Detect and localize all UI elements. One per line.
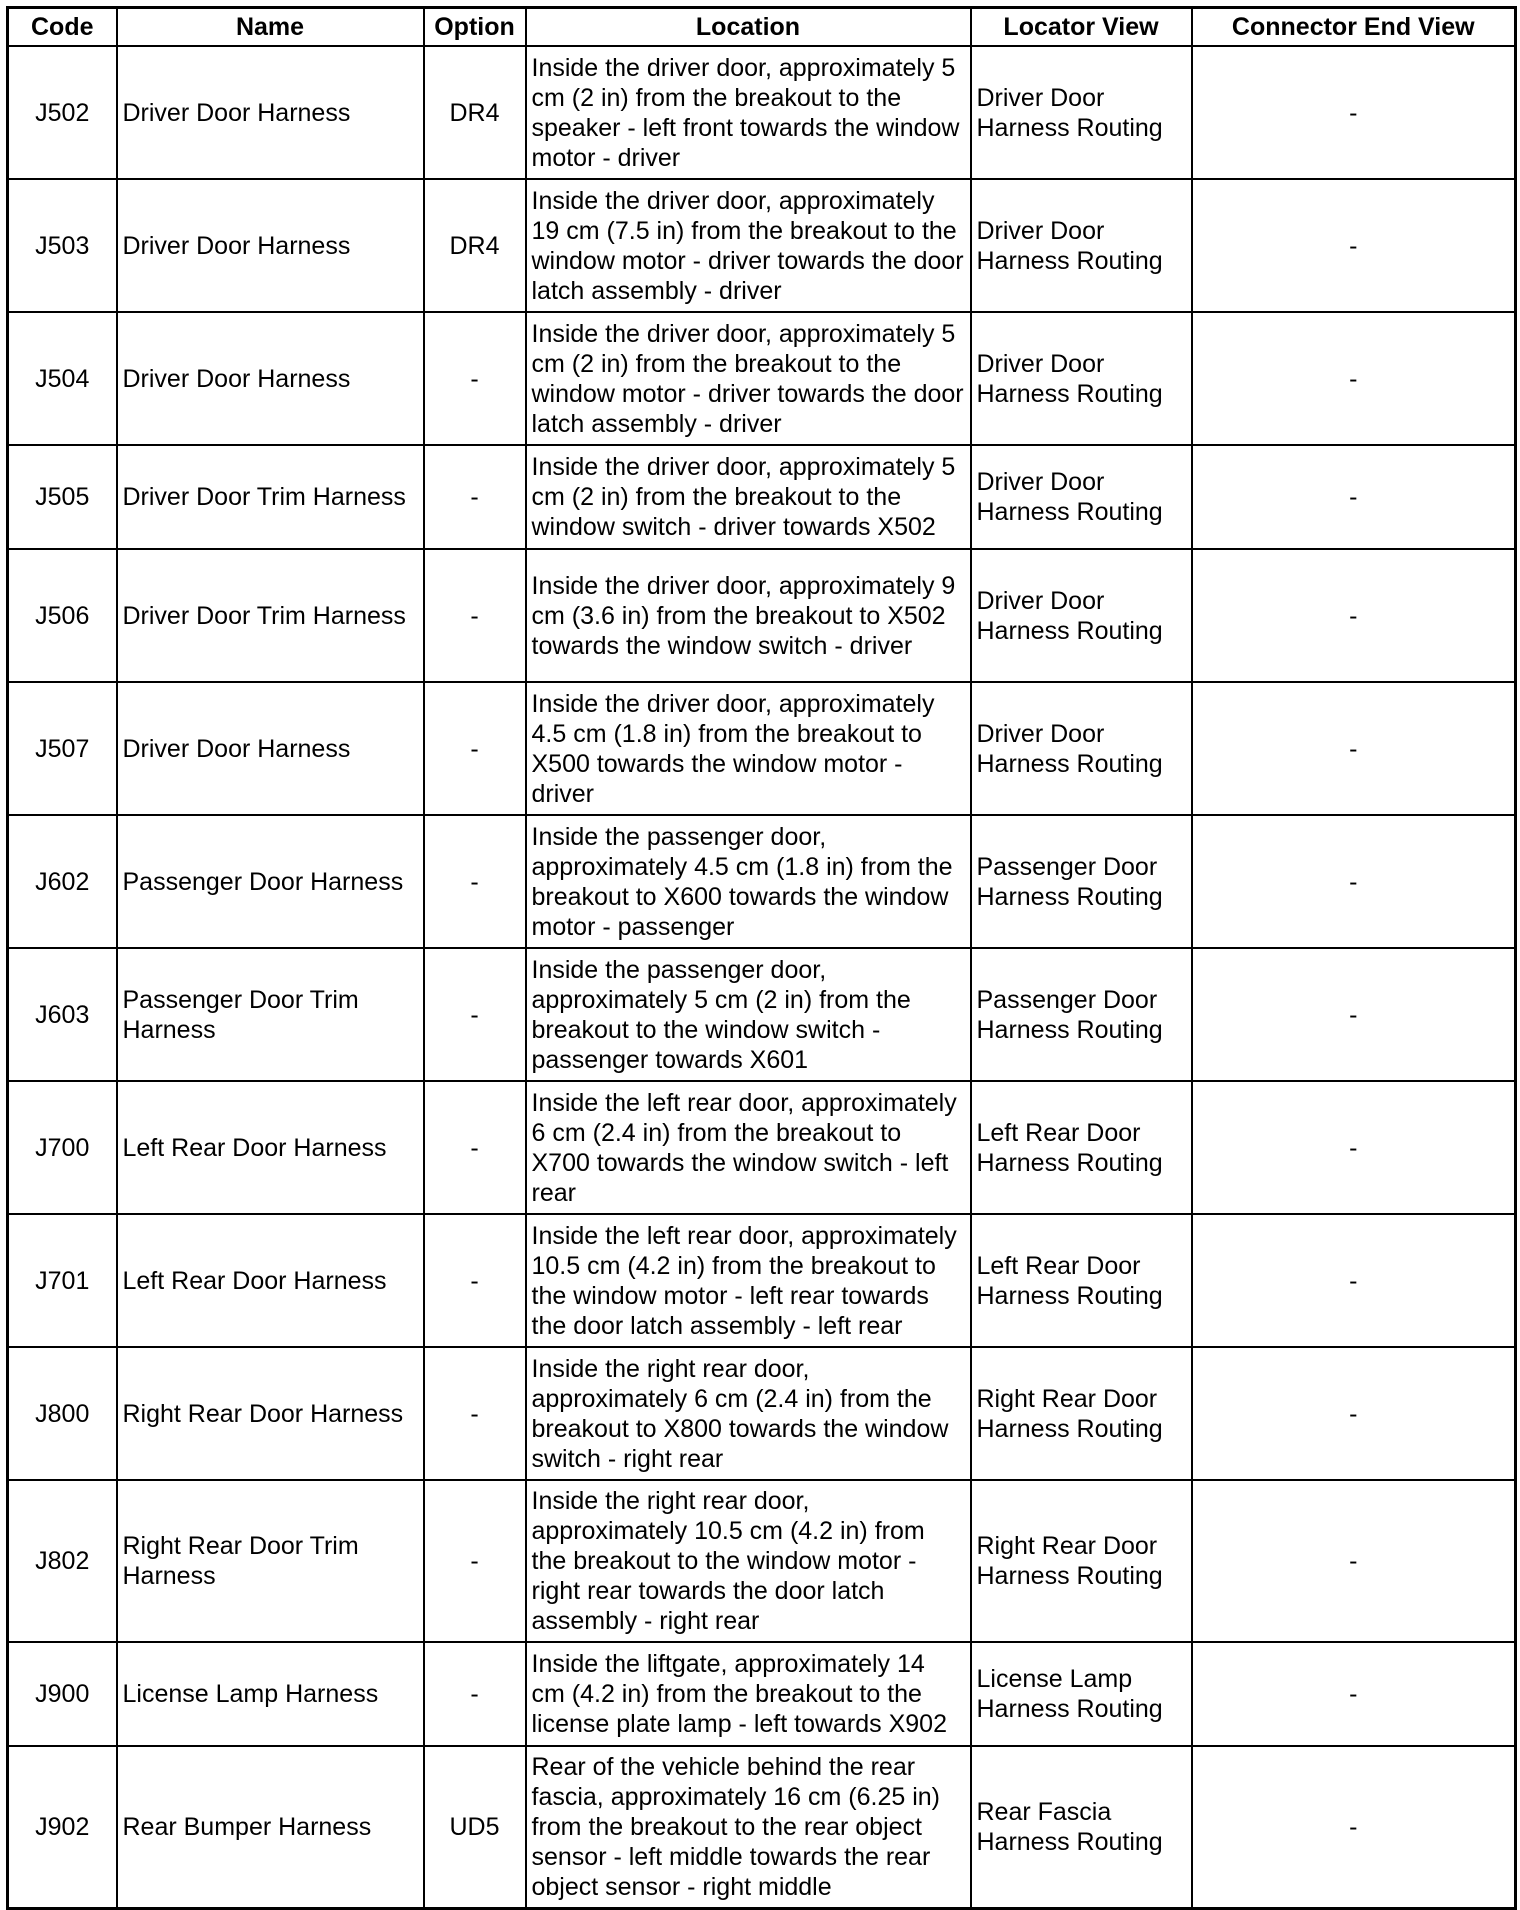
cell-locator-view: License Lamp Harness Routing: [971, 1642, 1192, 1746]
cell-name: Rear Bumper Harness: [117, 1746, 424, 1908]
cell-locator-view: Right Rear Door Harness Routing: [971, 1347, 1192, 1480]
cell-option: -: [424, 445, 526, 549]
cell-name: Driver Door Harness: [117, 179, 424, 312]
cell-location: Inside the right rear door, approximately 10.5 cm (4.2 in) from the breakout to the window motor - right rear towards the door latch assembly - right rear: [526, 1480, 971, 1642]
table-row: [8, 312, 1516, 445]
table-row: [8, 46, 1516, 179]
table-header-row: [8, 8, 1516, 47]
cell-option: -: [424, 312, 526, 445]
table-row: [8, 1347, 1516, 1480]
cell-code: J504: [8, 312, 117, 445]
cell-code: J900: [8, 1642, 117, 1746]
table-row: [8, 1214, 1516, 1347]
header-option: Option: [424, 8, 526, 47]
cell-option: -: [424, 1347, 526, 1480]
cell-connector-end-view: -: [1192, 445, 1516, 549]
cell-option: -: [424, 1214, 526, 1347]
cell-code: J802: [8, 1480, 117, 1642]
cell-location: Inside the passenger door, approximately 4.5 cm (1.8 in) from the breakout to X600 towards the window motor - passenger: [526, 815, 971, 948]
splice-pack-table: [6, 6, 1517, 1910]
table-row: [8, 682, 1516, 815]
cell-option: -: [424, 948, 526, 1081]
table-row: [8, 445, 1516, 549]
cell-name: License Lamp Harness: [117, 1642, 424, 1746]
header-locator-view: Locator View: [971, 8, 1192, 47]
header-code: Code: [8, 8, 117, 47]
cell-location: Inside the driver door, approximately 5 cm (2 in) from the breakout to the window motor - driver towards the door latch assembly - driver: [526, 312, 971, 445]
cell-name: Driver Door Trim Harness: [117, 549, 424, 682]
cell-connector-end-view: -: [1192, 682, 1516, 815]
cell-code: J701: [8, 1214, 117, 1347]
table-row: [8, 1081, 1516, 1214]
header-location: Location: [526, 8, 971, 47]
cell-locator-view: Driver Door Harness Routing: [971, 682, 1192, 815]
cell-option: -: [424, 549, 526, 682]
cell-connector-end-view: -: [1192, 1214, 1516, 1347]
table-row: [8, 549, 1516, 682]
header-connector-end-view: Connector End View: [1192, 8, 1516, 47]
cell-code: J506: [8, 549, 117, 682]
cell-option: -: [424, 815, 526, 948]
cell-code: J603: [8, 948, 117, 1081]
table-row: [8, 1642, 1516, 1746]
table-row: [8, 815, 1516, 948]
cell-option: -: [424, 1480, 526, 1642]
cell-option: DR4: [424, 46, 526, 179]
cell-locator-view: Passenger Door Harness Routing: [971, 948, 1192, 1081]
table-row: [8, 948, 1516, 1081]
cell-locator-view: Rear Fascia Harness Routing: [971, 1746, 1192, 1908]
cell-code: J602: [8, 815, 117, 948]
cell-code: J502: [8, 46, 117, 179]
cell-locator-view: Left Rear Door Harness Routing: [971, 1081, 1192, 1214]
cell-connector-end-view: -: [1192, 1746, 1516, 1908]
table-row: [8, 179, 1516, 312]
cell-locator-view: Driver Door Harness Routing: [971, 445, 1192, 549]
cell-location: Inside the driver door, approximately 4.5 cm (1.8 in) from the breakout to X500 towards the window motor - driver: [526, 682, 971, 815]
table-row: [8, 1480, 1516, 1642]
cell-code: J503: [8, 179, 117, 312]
cell-name: Driver Door Harness: [117, 46, 424, 179]
cell-name: Driver Door Trim Harness: [117, 445, 424, 549]
cell-connector-end-view: -: [1192, 1642, 1516, 1746]
cell-code: J902: [8, 1746, 117, 1908]
cell-connector-end-view: -: [1192, 46, 1516, 179]
cell-locator-view: Driver Door Harness Routing: [971, 46, 1192, 179]
cell-locator-view: Right Rear Door Harness Routing: [971, 1480, 1192, 1642]
cell-connector-end-view: -: [1192, 312, 1516, 445]
cell-location: Rear of the vehicle behind the rear fascia, approximately 16 cm (6.25 in) from the breakout to the rear object sensor - left middle towards the rear object sensor - right middle: [526, 1746, 971, 1908]
cell-location: Inside the liftgate, approximately 14 cm (4.2 in) from the breakout to the license plate lamp - left towards X902: [526, 1642, 971, 1746]
cell-name: Driver Door Harness: [117, 312, 424, 445]
cell-location: Inside the left rear door, approximately 6 cm (2.4 in) from the breakout to X700 towards the window switch - left rear: [526, 1081, 971, 1214]
cell-name: Left Rear Door Harness: [117, 1214, 424, 1347]
cell-code: J505: [8, 445, 117, 549]
cell-name: Right Rear Door Trim Harness: [117, 1480, 424, 1642]
cell-connector-end-view: -: [1192, 179, 1516, 312]
cell-connector-end-view: -: [1192, 1480, 1516, 1642]
cell-locator-view: Left Rear Door Harness Routing: [971, 1214, 1192, 1347]
table-row: [8, 1746, 1516, 1908]
cell-option: UD5: [424, 1746, 526, 1908]
cell-code: J700: [8, 1081, 117, 1214]
cell-name: Right Rear Door Harness: [117, 1347, 424, 1480]
cell-name: Driver Door Harness: [117, 682, 424, 815]
cell-name: Passenger Door Trim Harness: [117, 948, 424, 1081]
cell-locator-view: Driver Door Harness Routing: [971, 549, 1192, 682]
cell-location: Inside the left rear door, approximately 10.5 cm (4.2 in) from the breakout to the window motor - left rear towards the door latch assembly - left rear: [526, 1214, 971, 1347]
cell-code: J507: [8, 682, 117, 815]
cell-connector-end-view: -: [1192, 948, 1516, 1081]
cell-connector-end-view: -: [1192, 815, 1516, 948]
cell-location: Inside the driver door, approximately 5 cm (2 in) from the breakout to the speaker - left front towards the window motor - driver: [526, 46, 971, 179]
cell-connector-end-view: -: [1192, 1081, 1516, 1214]
cell-location: Inside the right rear door, approximately 6 cm (2.4 in) from the breakout to X800 towards the window switch - right rear: [526, 1347, 971, 1480]
cell-option: DR4: [424, 179, 526, 312]
cell-locator-view: Driver Door Harness Routing: [971, 312, 1192, 445]
cell-option: -: [424, 1081, 526, 1214]
cell-location: Inside the passenger door, approximately 5 cm (2 in) from the breakout to the window switch - passenger towards X601: [526, 948, 971, 1081]
cell-code: J800: [8, 1347, 117, 1480]
cell-option: -: [424, 682, 526, 815]
cell-location: Inside the driver door, approximately 5 cm (2 in) from the breakout to the window switch - driver towards X502: [526, 445, 971, 549]
cell-locator-view: Driver Door Harness Routing: [971, 179, 1192, 312]
cell-connector-end-view: -: [1192, 1347, 1516, 1480]
cell-location: Inside the driver door, approximately 9 cm (3.6 in) from the breakout to X502 towards the window switch - driver: [526, 549, 971, 682]
cell-connector-end-view: -: [1192, 549, 1516, 682]
header-name: Name: [117, 8, 424, 47]
cell-name: Passenger Door Harness: [117, 815, 424, 948]
cell-locator-view: Passenger Door Harness Routing: [971, 815, 1192, 948]
cell-option: -: [424, 1642, 526, 1746]
cell-name: Left Rear Door Harness: [117, 1081, 424, 1214]
cell-location: Inside the driver door, approximately 19 cm (7.5 in) from the breakout to the window motor - driver towards the door latch assembly - driver: [526, 179, 971, 312]
